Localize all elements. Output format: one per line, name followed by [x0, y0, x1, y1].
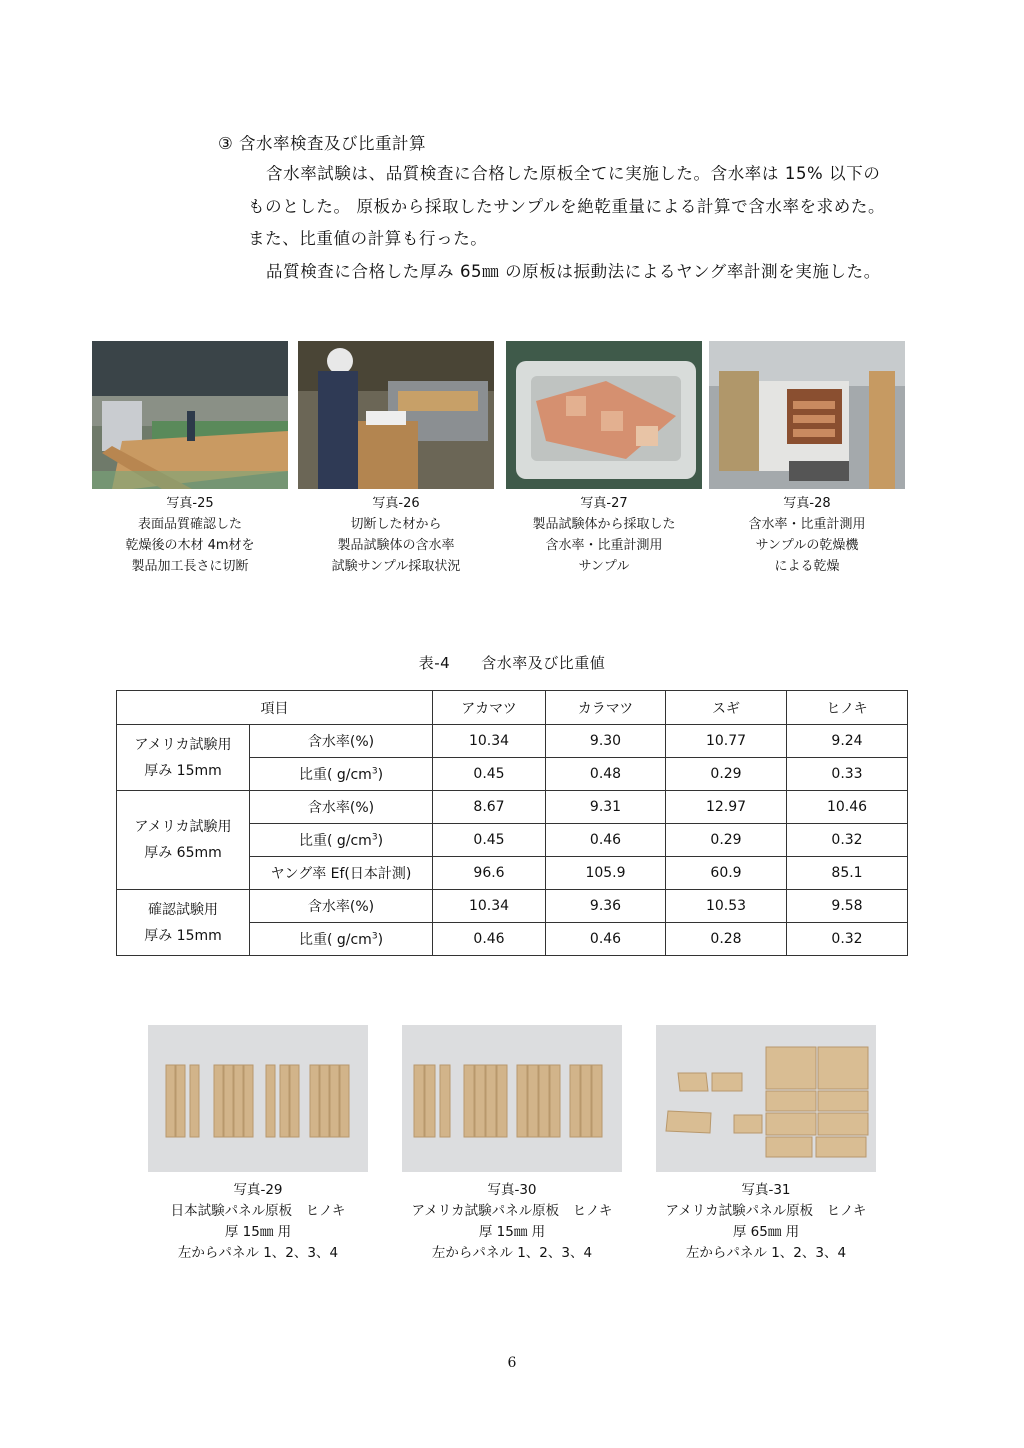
table-cell: 9.30 [546, 725, 666, 758]
sg-prefix: 比重( g/cm [298, 833, 372, 849]
row-label-specific-gravity [250, 758, 433, 791]
header-species: スギ [666, 691, 787, 725]
table-cell: 0.46 [546, 824, 666, 857]
sg-suffix: ) [377, 932, 384, 948]
row-label: 含水率(%) [250, 725, 433, 758]
caption-line: 製品加工長さに切断 [131, 559, 249, 574]
caption-line: 含水率・比重計測用 [545, 538, 663, 553]
caption-line: 試験サンプル採取状況 [331, 559, 461, 574]
caption-id: 写真-29 [233, 1182, 283, 1198]
row-label: 含水率(%) [250, 791, 433, 824]
group-name: アメリカ試験用 [134, 736, 232, 753]
caption-line: による乾燥 [774, 559, 840, 574]
table-cell: 0.29 [666, 758, 787, 791]
group-thickness: 厚み 15mm [144, 762, 222, 779]
caption-line: サンプル [578, 559, 630, 574]
caption-id: 写真-30 [487, 1182, 537, 1198]
table-cell: 10.77 [666, 725, 787, 758]
header-species: アカマツ [433, 691, 546, 725]
table-cell: 0.48 [546, 758, 666, 791]
caption-line: 製品試験体から採取した [532, 517, 676, 532]
caption-id: 写真-26 [372, 496, 420, 511]
photo-26-sample-collection [298, 341, 494, 489]
photo-28-drying-oven [709, 341, 905, 489]
table-cell: 0.33 [787, 758, 908, 791]
table-cell: 9.31 [546, 791, 666, 824]
caption-line: 乾燥後の木材 4m材を [125, 538, 255, 553]
table-cell: 10.46 [787, 791, 908, 824]
caption-line: 左からパネル 1、2、3、4 [177, 1245, 339, 1261]
table-cell: 12.97 [666, 791, 787, 824]
group-thickness: 厚み 15mm [144, 927, 222, 944]
group-label [117, 791, 250, 890]
sg-prefix: 比重( g/cm [298, 767, 372, 783]
caption-id: 写真-25 [166, 496, 214, 511]
photo-25-factory-cutting [92, 341, 288, 489]
table-cell: 0.45 [433, 824, 546, 857]
sg-sup: 3 [371, 931, 378, 942]
photo-31-america-panel-boards-65mm [656, 1025, 876, 1172]
caption-line: 厚 65㎜ 用 [732, 1224, 800, 1240]
group-name: 確認試験用 [148, 901, 218, 918]
caption-line: 厚 15㎜ 用 [224, 1224, 292, 1240]
sg-suffix: ) [377, 767, 384, 783]
paragraph-moisture-test: 含水率試験は、品質検査に合格した原板全てに実施した。含水率は 15% 以下のものとした。 原板から採取したサンプルを絶乾重量による計算で含水率を求めた。また、比重値の計算も行った。 [248, 164, 886, 248]
table-cell: 10.53 [666, 890, 787, 923]
group-label [117, 725, 250, 791]
photo-27-sample-box [506, 341, 702, 489]
table-cell: 10.34 [433, 725, 546, 758]
caption-line: サンプルの乾燥機 [755, 538, 859, 553]
table-cell: 0.28 [666, 923, 787, 956]
caption-photo-30 [372, 1180, 652, 1264]
photo-29-japan-panel-boards [148, 1025, 368, 1172]
table-cell: 8.67 [433, 791, 546, 824]
row-label-specific-gravity [250, 923, 433, 956]
sg-sup: 3 [371, 766, 378, 777]
table-cell: 105.9 [546, 857, 666, 890]
caption-photo-26 [298, 493, 494, 577]
table-cell: 0.46 [433, 923, 546, 956]
caption-line: 製品試験体の含水率 [337, 538, 455, 553]
moisture-specific-gravity-table [116, 690, 908, 956]
table-row [117, 791, 908, 824]
caption-line: アメリカ試験パネル原板 ヒノキ [665, 1203, 867, 1219]
header-species: カラマツ [546, 691, 666, 725]
caption-id: 写真-28 [783, 496, 831, 511]
caption-line: 左からパネル 1、2、3、4 [685, 1245, 847, 1261]
caption-id: 写真-31 [741, 1182, 791, 1198]
caption-line: 日本試験パネル原板 ヒノキ [170, 1203, 346, 1219]
table-cell: 85.1 [787, 857, 908, 890]
group-thickness: 厚み 65mm [144, 845, 222, 861]
table-header-row [117, 691, 908, 725]
table-cell: 0.32 [787, 923, 908, 956]
table-cell: 9.58 [787, 890, 908, 923]
paragraph-young-modulus: 品質検査に合格した厚み 65㎜ の原板は振動法によるヤング率計測を実施した。 [266, 262, 881, 281]
group-label [117, 890, 250, 956]
caption-line: 切断した材から [350, 517, 442, 532]
table-row [117, 725, 908, 758]
table-cell: 96.6 [433, 857, 546, 890]
caption-photo-28 [709, 493, 905, 577]
caption-line: 厚 15㎜ 用 [478, 1224, 546, 1240]
table-cell: 10.34 [433, 890, 546, 923]
photo-30-america-panel-boards-15mm [402, 1025, 622, 1172]
table-cell: 9.36 [546, 890, 666, 923]
table-cell: 0.32 [787, 824, 908, 857]
table-cell: 9.24 [787, 725, 908, 758]
sg-suffix: ) [377, 833, 384, 849]
table-row [117, 890, 908, 923]
row-label: 含水率(%) [250, 890, 433, 923]
table-title: 表-4 含水率及び比重値 [418, 654, 606, 672]
row-label: ヤング率 Ef(日本計測) [250, 857, 433, 890]
caption-line: 表面品質確認した [137, 517, 242, 532]
row-label-specific-gravity [250, 824, 433, 857]
caption-line: アメリカ試験パネル原板 ヒノキ [411, 1203, 613, 1219]
table-cell: 0.46 [546, 923, 666, 956]
caption-photo-29 [118, 1180, 398, 1264]
table-cell: 0.29 [666, 824, 787, 857]
group-name: アメリカ試験用 [134, 819, 232, 835]
header-item: 項目 [117, 691, 433, 725]
page-number: 6 [507, 1355, 517, 1371]
section-heading: ③ 含水率検査及び比重計算 [218, 134, 427, 153]
table-cell: 0.45 [433, 758, 546, 791]
sg-sup: 3 [371, 832, 378, 843]
header-species: ヒノキ [787, 691, 908, 725]
caption-line: 左からパネル 1、2、3、4 [431, 1245, 593, 1261]
sg-prefix: 比重( g/cm [298, 932, 372, 948]
caption-photo-25 [92, 493, 288, 577]
caption-photo-31 [626, 1180, 906, 1264]
caption-id: 写真-27 [580, 496, 628, 511]
caption-photo-27 [506, 493, 702, 577]
caption-line: 含水率・比重計測用 [748, 517, 866, 532]
table-cell: 60.9 [666, 857, 787, 890]
